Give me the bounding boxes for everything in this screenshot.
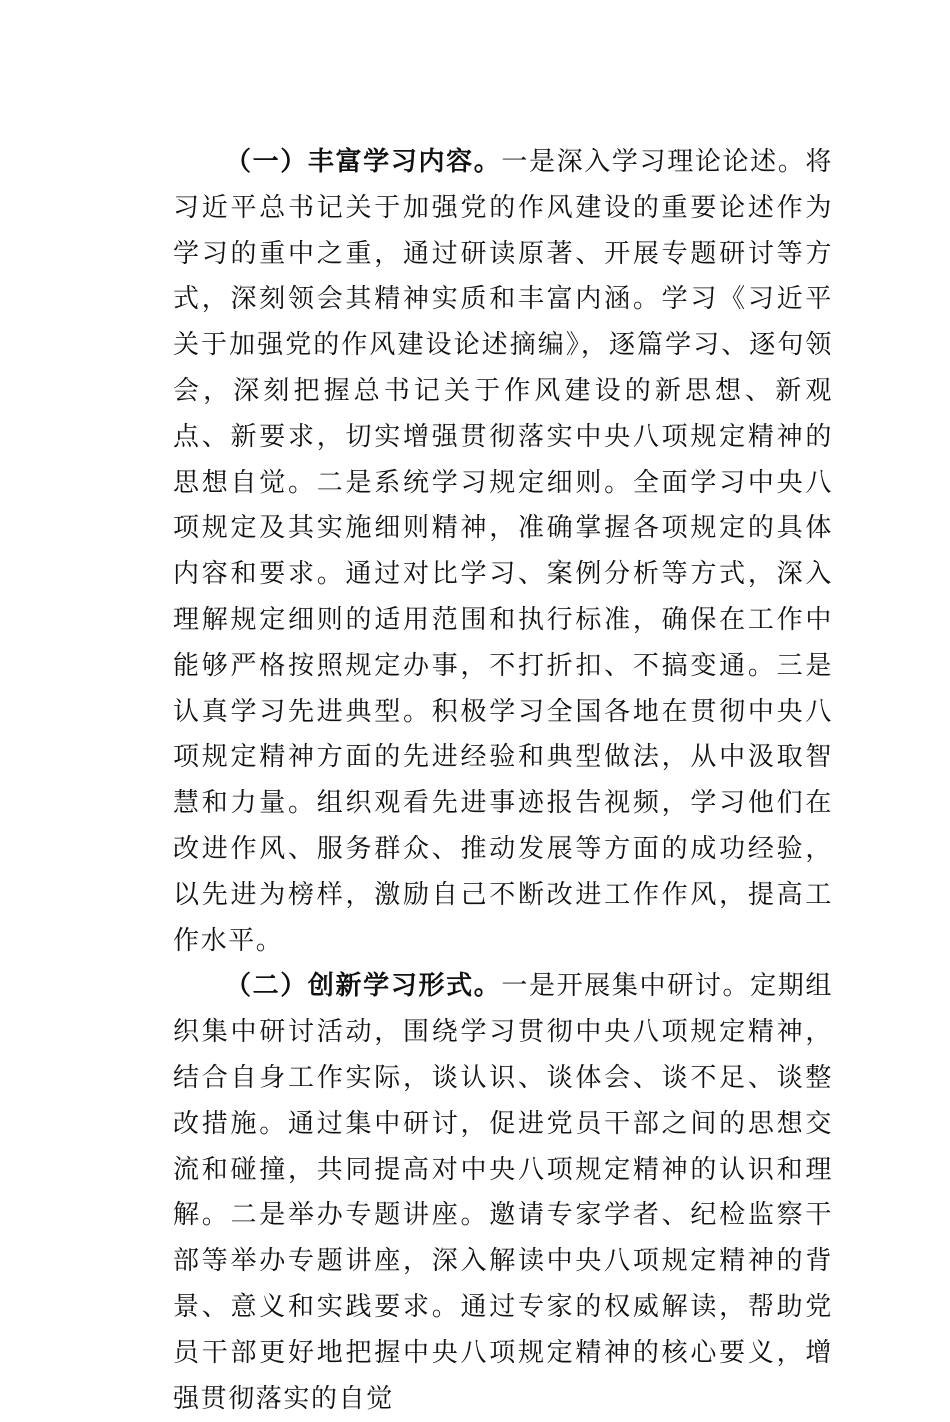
paragraph-text-1: 一是深入学习理论论述。将习近平总书记关于加强党的作风建设的重要论述作为学习的重中之重，通过研读原著、开展专题研讨等方式，深刻领会其精神实质和丰富内涵。学习《习近平关于加强党的作风建设论述摘编》，逐篇学习、逐句领会，深刻把握总书记关于作风建设的新思想、新观点、新要求，切实增强贯彻落实中央八项规定精神的思想自觉。二是系统学习规定细则。全面学习中央八项规定及其实施细则精神，准确掌握各项规定的具体内容和要求。通过对比学习、案例分析等方式，深入理解规定细则的适用范围和执行标准，确保在工作中能够严格按照规定办事，不打折扣、不搞变通。三是认真学习先进典型。积极学习全国各地在贯彻中央八项规定精神方面的先进经验和典型做法，从中汲取智慧和力量。组织观看先进事迹报告视频，学习他们在改进作风、服务群众、推动发展等方面的成功经验，以先进为榜样，激励自己不断改进工作作风，提高工作水平。 xyxy=(173,147,833,956)
section-heading-2: （二）创新学习形式。 xyxy=(225,971,502,1002)
paragraph-innovate-study-form xyxy=(173,964,833,1422)
paragraph-enrich-study-content xyxy=(173,140,833,964)
document-body xyxy=(173,140,833,1422)
paragraph-text-2: 一是开展集中研讨。定期组织集中研讨活动，围绕学习贯彻中央八项规定精神，结合自身工作实际，谈认识、谈体会、谈不足、谈整改措施。通过集中研讨，促进党员干部之间的思想交流和碰撞，共同提高对中央八项规定精神的认识和理解。二是举办专题讲座。邀请专家学者、纪检监察干部等举办专题讲座，深入解读中央八项规定精神的背景、意义和实践要求。通过专家的权威解读，帮助党员干部更好地把握中央八项规定精神的核心要义，增强贯彻落实的自觉 xyxy=(173,971,833,1414)
section-heading-1: （一）丰富学习内容。 xyxy=(225,147,502,177)
